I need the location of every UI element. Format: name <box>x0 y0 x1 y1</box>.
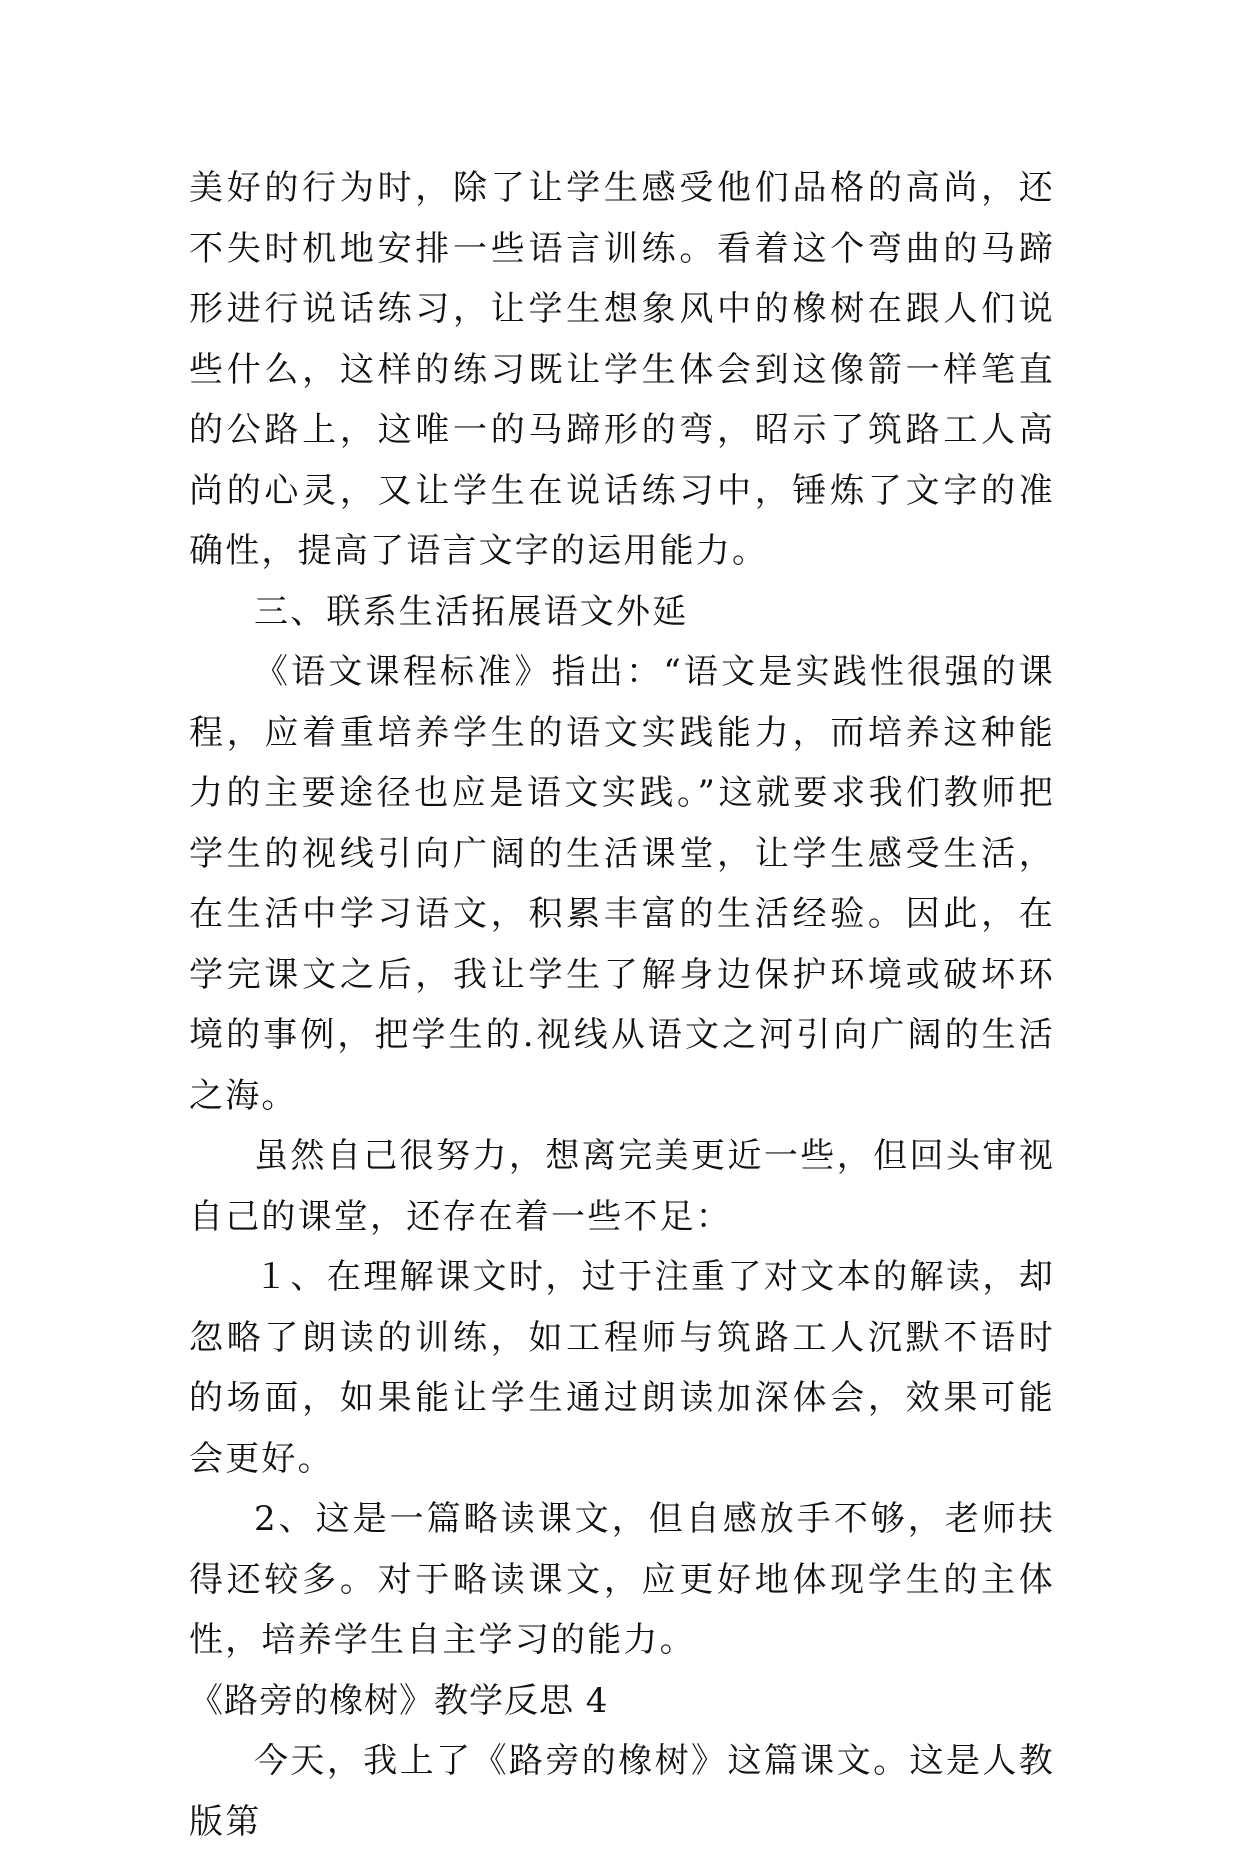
section-heading: 三、联系生活拓展语文外延 <box>254 591 689 632</box>
article-title: 《路旁的橡树》教学反思 4 <box>189 1680 609 1721</box>
paragraph-continuation: 美好的行为时，除了让学生感受他们品格的高尚，还不失时机地安排一些语言训练。看着这个弯曲的马蹄形进行说话练习，让学生想象风中的橡树在跟人们说些什么，这样的练习既让学生体会到这像箭一样笔直的公路上，这唯一的马蹄形的弯，昭示了筑路工人高尚的心灵，又让学生在说话练习中，锤炼了文字的准确性，提高了语言文字的运用能力。 <box>189 168 1055 571</box>
paragraph-shortcoming-2: 2、这是一篇略读课文，但自感放手不够，老师扶得还较多。对于略读课文，应更好地体现学生的主体性，培养学生自主学习的能力。 <box>189 1499 1055 1660</box>
paragraph-shortcomings-intro: 虽然自己很努力，想离完美更近一些，但回头审视自己的课堂，还存在着一些不足： <box>189 1136 1055 1237</box>
paragraph-article-intro: 今天，我上了《路旁的橡树》这篇课文。这是人教版第 <box>189 1741 1055 1842</box>
paragraph-shortcoming-1: １、在理解课文时，过于注重了对文本的解读，却忽略了朗读的训练，如工程师与筑路工人沉默不语时的场面，如果能让学生通过朗读加深体会，效果可能会更好。 <box>189 1257 1055 1479</box>
document-body <box>189 158 1055 1852</box>
paragraph-curriculum-standard: 《语文课程标准》指出：“语文是实践性很强的课程，应着重培养学生的语文实践能力，而培养这种能力的主要途径也应是语文实践。”这就要求我们教师把学生的视线引向广阔的生活课堂，让学生感受生活，在生活中学习语文，积累丰富的生活经验。因此，在学完课文之后，我让学生了解身边保护环境或破坏环境的事例，把学生的.视线从语文之河引向广阔的生活之海。 <box>189 652 1055 1116</box>
